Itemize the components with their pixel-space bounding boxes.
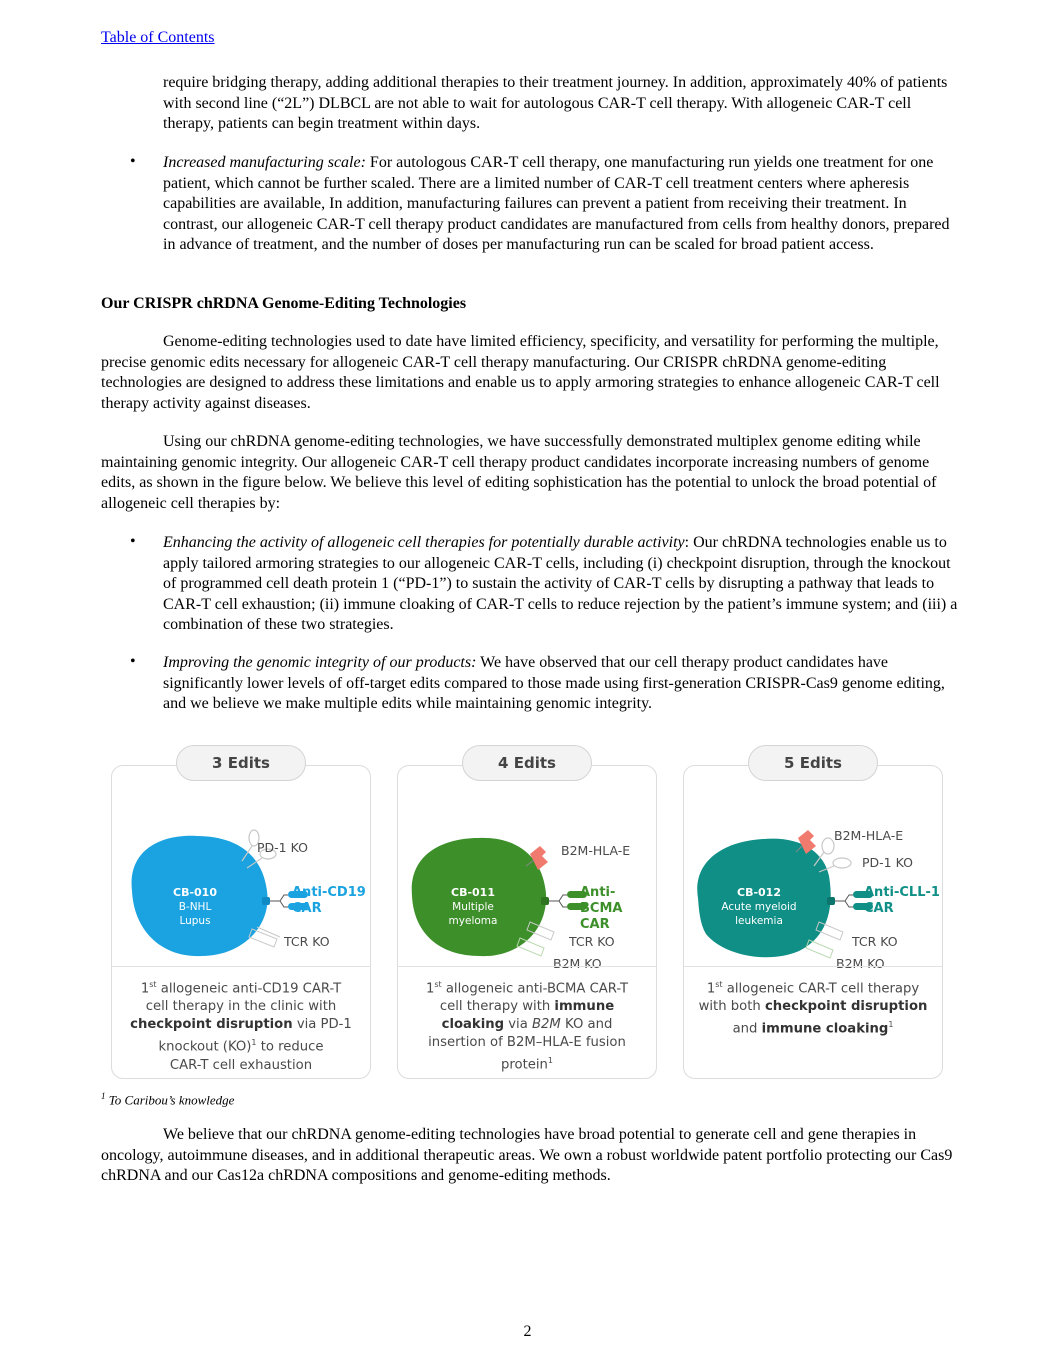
bullet-marker: • (130, 153, 136, 170)
section-heading: Our CRISPR chRDNA Genome-Editing Technologies (101, 295, 467, 312)
edits-figure (108, 745, 948, 1081)
edits-badge-5: 5 Edits (748, 745, 878, 781)
edits-badge-4: 4 Edits (462, 745, 592, 781)
panel-divider (398, 966, 656, 967)
panel-caption: 1st allogeneic anti-BCMA CAR-T cell therapy with immune cloaking via B2M KO and insertion of B2M–HLA-E fusion protein$^1$ (425, 980, 629, 1073)
panel-divider (684, 966, 942, 967)
edit-label-b2m-ko: B2M KO (553, 956, 602, 971)
bullet-marker: • (130, 653, 136, 670)
page-number: 2 (523, 1323, 532, 1340)
paragraph-multiplex-editing: Using our chRDNA genome-editing technologies, we have successfully demonstrated multiplex genome editing while maintaining genomic integrity. Our allogeneic CAR-T cell therapy product candidates incorporate increasing numbers of genome edits, as shown in the figure below. We believe this level of editing sophistication has the potential to unlock the broad potential of allogeneic cell therapies by: (101, 433, 937, 512)
edit-label-b2m-hla-e: B2M-HLA-E (834, 828, 904, 843)
bullet-lead: Improving the genomic integrity of our products: (163, 654, 477, 671)
edit-label-b2m-hla-e: B2M-HLA-E (561, 843, 631, 858)
panel-caption: 1st allogeneic CAR-T cell therapy with both checkpoint disruption and immune cloaking$^1$ (698, 980, 928, 1037)
edits-badge-3: 3 Edits (176, 745, 306, 781)
panel-3-edits (111, 765, 371, 1079)
panel-4-edits (397, 765, 657, 1079)
cell-label: CB-011 Multiple myeloma (448, 886, 498, 927)
edit-label-tcr-ko: TCR KO (569, 934, 615, 949)
bullet-genomic-integrity (163, 653, 963, 715)
footnote-text: To Caribou’s knowledge (108, 1092, 235, 1108)
bullet-manufacturing-scale (163, 153, 963, 256)
tcr-ko-icon (249, 927, 280, 947)
bullet-lead: Enhancing the activity of allogeneic cell therapies for potentially durable activity (163, 534, 685, 551)
car-label: Anti-BCMA CAR (580, 885, 623, 932)
bullet-marker: • (130, 533, 136, 550)
bullet-text: For autologous CAR-T cell therapy, one manufacturing run yields one treatment for one patient, which cannot be further scaled. There are a limited number of CAR-T cell treatment centers where apheresis capabilities are available, In addition, manufacturing failures can prevent a patient from receiving their treatment. In contrast, our allogeneic CAR-T cell therapy product candidates are manufactured from cells from healthy donors, prepared in advance of treatment, and the number of doses per manufacturing run can be scaled for broad patient access. (163, 154, 950, 254)
edit-label-pd1-ko: PD-1 KO (257, 840, 308, 855)
paragraph-broad-potential: We believe that our chRDNA genome-editing technologies have broad potential to generate cell and gene therapies in oncology, autoimmune diseases, and in additional therapeutic areas. We own a robust worldwide patent portfolio protecting our Cas9 chRDNA and our Cas12a chRDNA compositions and genome-editing methods. (101, 1126, 953, 1185)
bullet-text: : Our chRDNA technologies enable us to apply tailored armoring strategies to our allogeneic CAR-T cells, including (i) checkpoint disruption, through the knockout of programmed cell death protein 1 (“PD-1”) to sustain the activity of CAR-T cells by disrupting a pathway that leads to CAR-T cell exhaustion; (ii) immune cloaking of CAR-T cells to reduce rejection by the patient’s immune system; and (iii) a combination of these two strategies. (163, 534, 958, 634)
edit-label-tcr-ko: TCR KO (284, 934, 330, 949)
bullet-text: We have observed that our cell therapy product candidates have significantly lower levels of off-target edits compared to those made using first-generation CRISPR-Cas9 genome editing, and we believe we make multiple edits while maintaining genomic integrity. (163, 654, 945, 713)
panel-5-edits (683, 765, 943, 1079)
cell-label: CB-012 Acute myeloid leukemia (721, 886, 797, 927)
cell-label: CB-010 B-NHL Lupus (173, 886, 217, 927)
edit-label-pd1-ko: PD-1 KO (862, 855, 913, 870)
intro-continuation-paragraph: require bridging therapy, adding additional therapies to their treatment journey. In addition, approximately 40% of patients with second line (“2L”) DLBCL are not able to wait for autologous CAR-T cell therapy. With allogeneic CAR-T cell therapy, patients can begin treatment within days. (163, 74, 948, 133)
car-label: Anti-CLL-1 CAR (864, 885, 940, 916)
table-of-contents-link[interactable]: Table of Contents (101, 29, 215, 46)
panel-divider (112, 966, 370, 967)
bullet-lead: Increased manufacturing scale: (163, 154, 366, 171)
edit-label-tcr-ko: TCR KO (852, 934, 898, 949)
car-label: Anti-CD19 CAR (292, 885, 366, 916)
paragraph-genome-editing: Genome-editing technologies used to date have limited efficiency, specificity, and versatility for performing the multiple, precise genomic edits necessary for allogeneic CAR-T cell therapy manufacturing. Our CRISPR chRDNA genome-editing technologies are designed to address these limitations and enable us to apply armoring strategies to enhance allogeneic CAR-T cell therapy activity against diseases. (101, 333, 940, 412)
panel-caption: 1st allogeneic anti-CD19 CAR-T cell therapy in the clinic with checkpoint disruption via PD-1 knockout (KO)$^1$ to reduce CAR-T cell exhaustion (130, 980, 352, 1073)
edit-label-b2m-ko: B2M KO (836, 956, 885, 971)
footnote-marker: 1 (101, 1091, 106, 1101)
figure-footnote (101, 1091, 234, 1108)
bullet-enhancing-activity (163, 533, 963, 636)
